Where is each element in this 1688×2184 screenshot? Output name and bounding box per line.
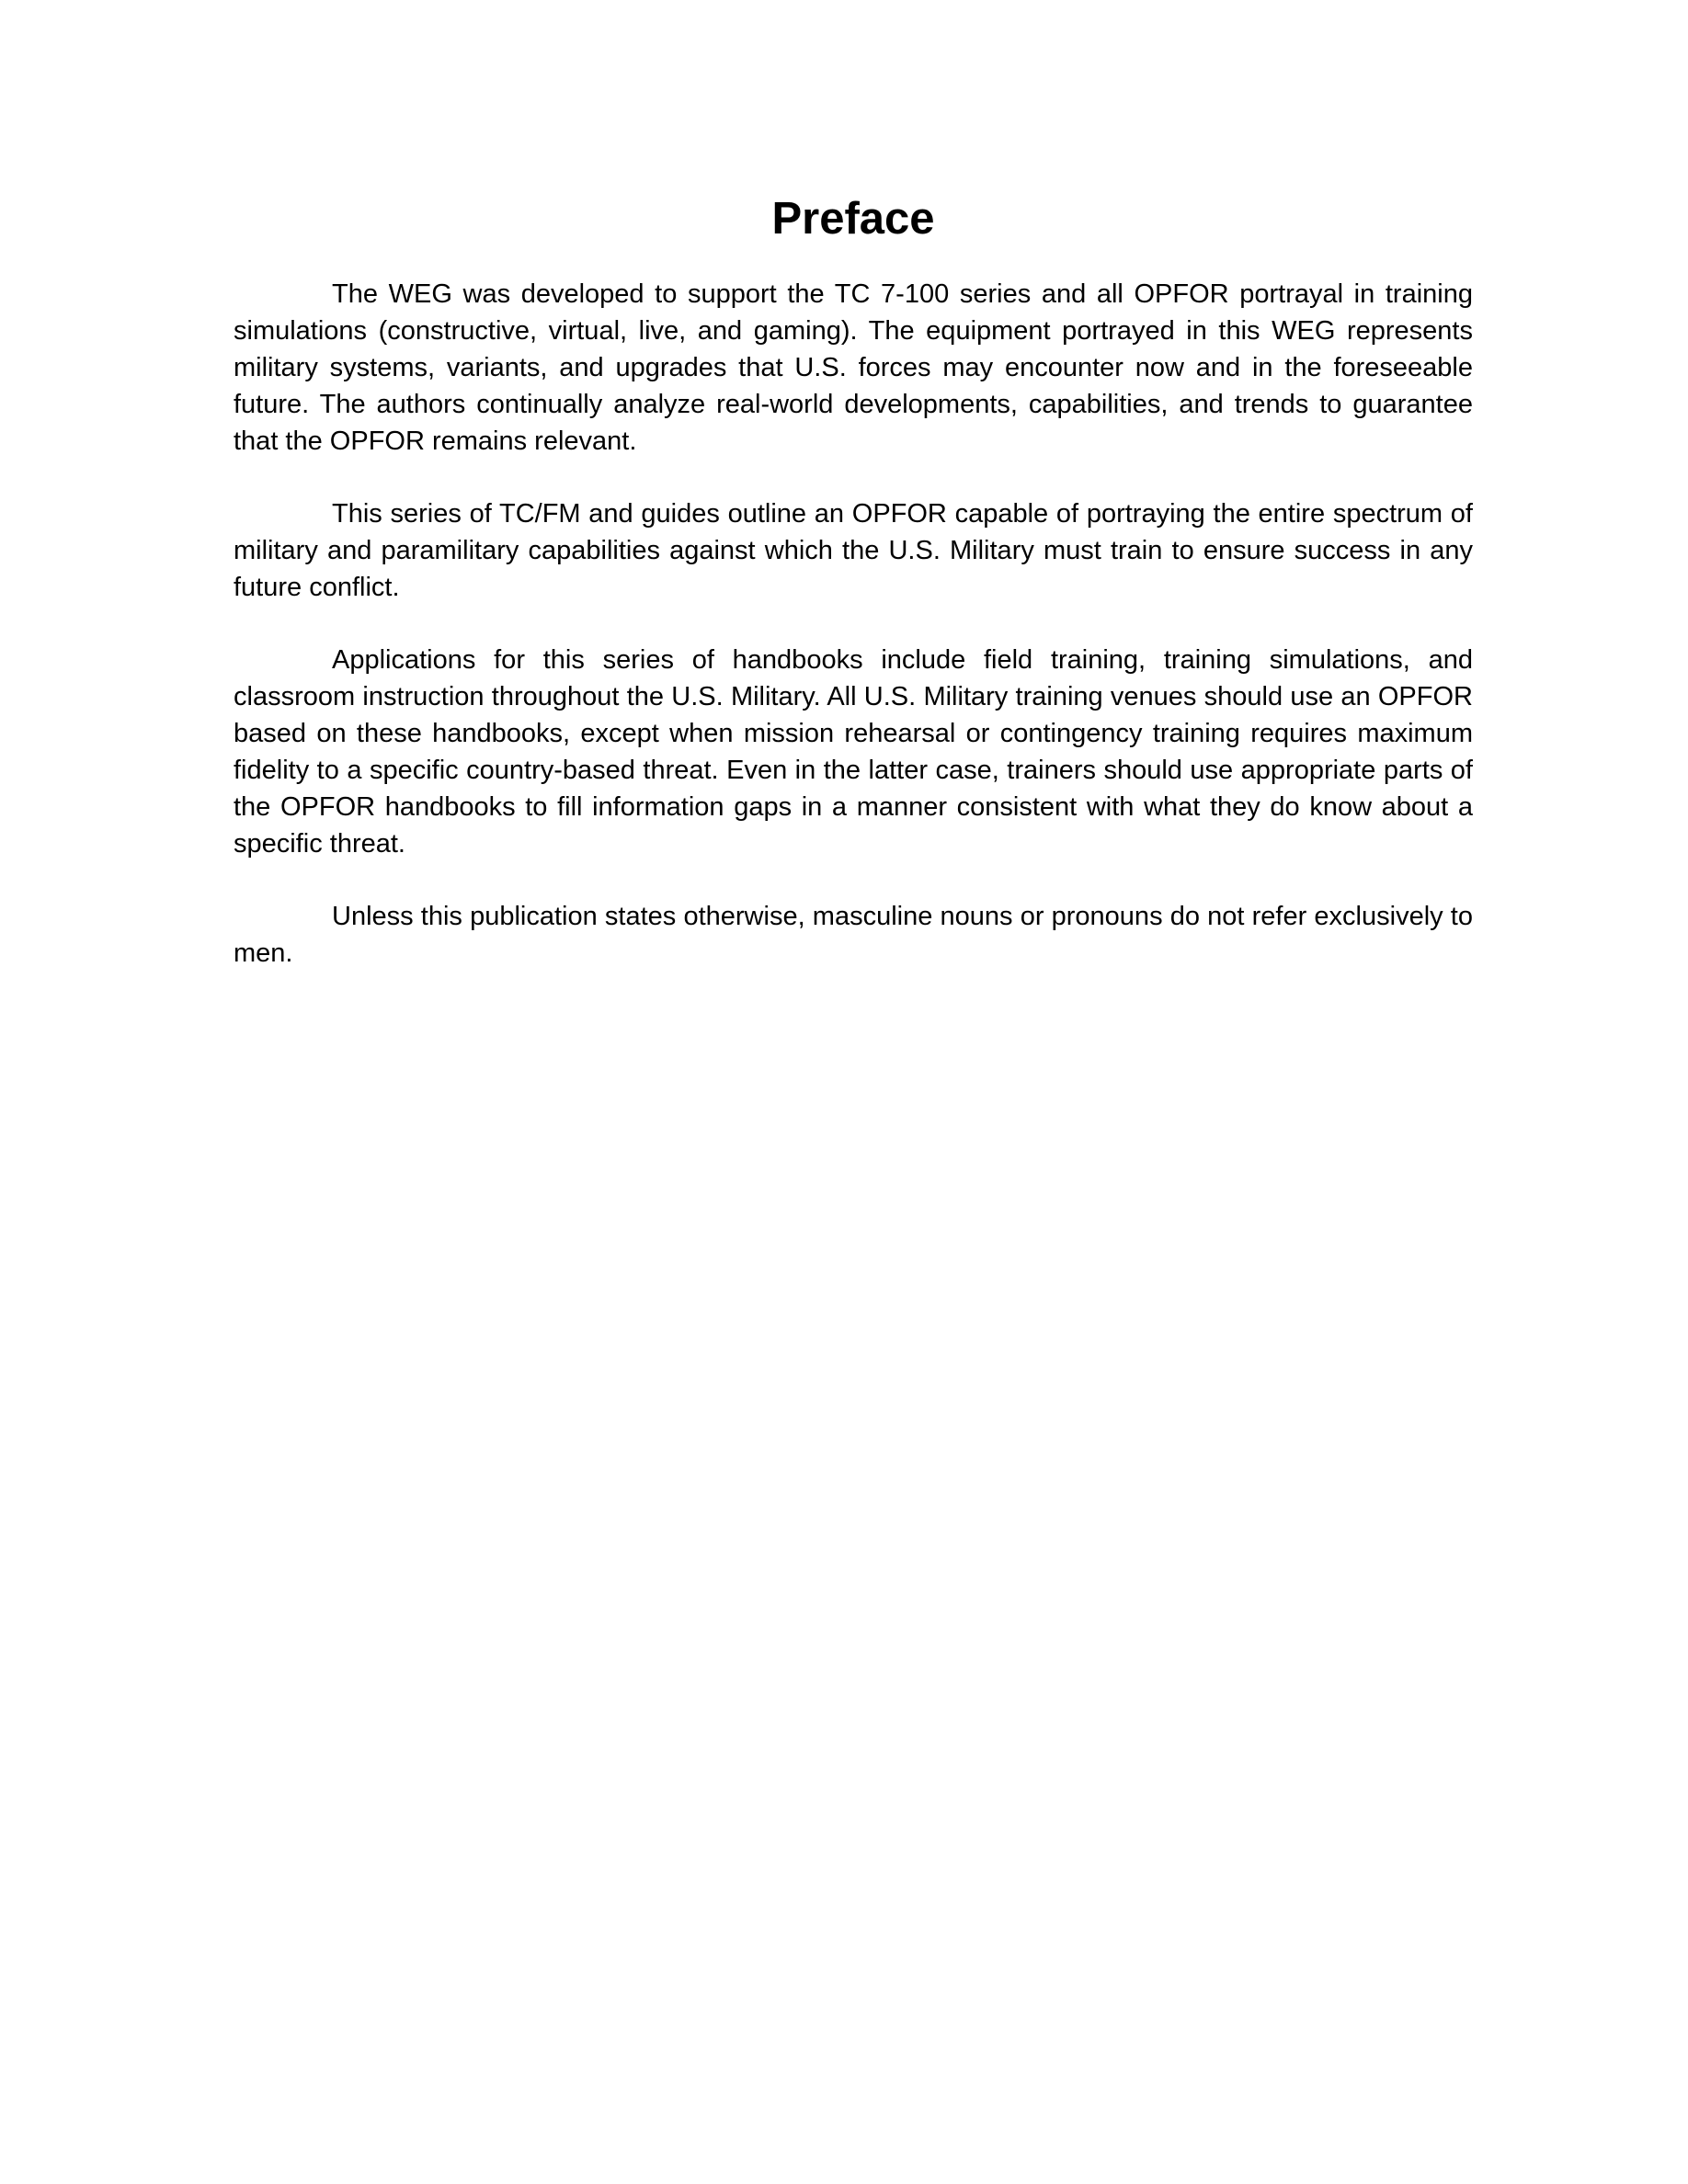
paragraph-weg-purpose: The WEG was developed to support the TC 7-100 series and all OPFOR portrayal in training simulations (constructive, virtual, live, and gaming). The equipment portrayed in this WEG represents military systems, variants, and upgrades that U.S. forces may encounter now and in the foreseeable future. The authors continually analyze real-world developments, capabilities, and trends to guarantee that the OPFOR remains relevant. xyxy=(234,279,1473,456)
preface-body xyxy=(234,276,1473,972)
paragraph-series-scope: This series of TC/FM and guides outline an OPFOR capable of portraying the entire spectrum of military and paramilitary capabilities against which the U.S. Military must train to ensure success in any future conflict. xyxy=(234,499,1473,602)
page-title: Preface xyxy=(771,194,935,244)
paragraph-applications: Applications for this series of handbooks include field training, training simulations, and classroom instruction throughout the U.S. Military. All U.S. Military training venues should use an OPFOR based on these handbooks, except when mission rehearsal or contingency training requires maximum fidelity to a specific country-based threat. Even in the latter case, trainers should use appropriate parts of the OPFOR handbooks to fill information gaps in a manner consistent with what they do know about a specific threat. xyxy=(234,645,1473,859)
paragraph-gender-note: Unless this publication states otherwise, masculine nouns or pronouns do not refer exclusively to men. xyxy=(234,902,1473,968)
